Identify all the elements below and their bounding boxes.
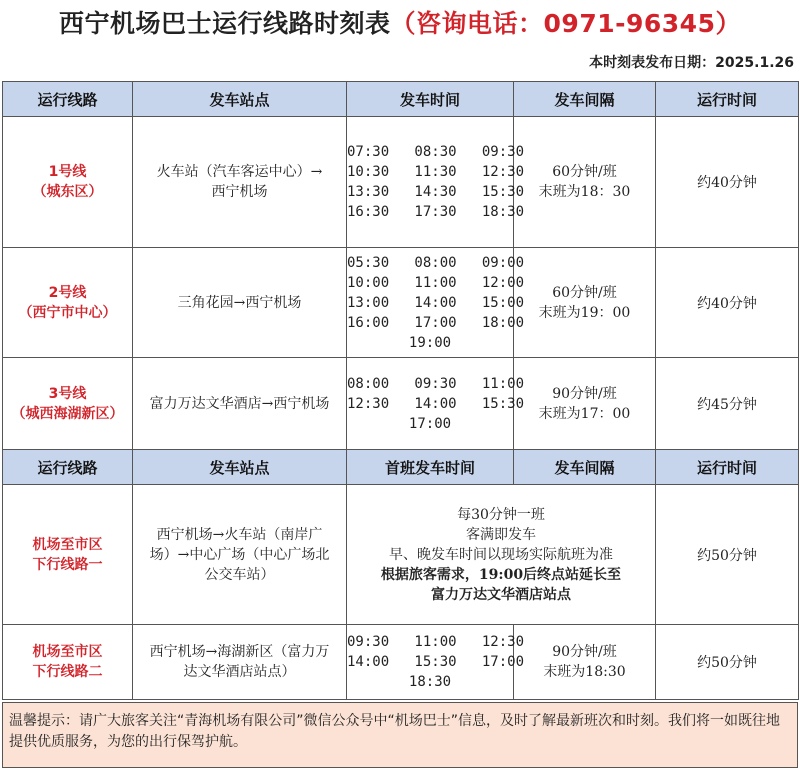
header-row (3, 450, 799, 485)
route-cell (3, 117, 133, 248)
duration-cell: 约40分钟 (656, 248, 799, 358)
station-cell (133, 117, 347, 248)
header-interval: 发车间隔 (514, 82, 656, 117)
station-text: 达文华酒店站点） (183, 664, 296, 680)
header-departure: 发车时间 (347, 82, 514, 117)
table-row (3, 625, 799, 700)
last-bus-text: 末班为18：30 (538, 184, 631, 200)
header-duration: 运行时间 (656, 82, 799, 117)
route-area: （城西海湖新区） (11, 405, 124, 422)
hotline-text: （咨询电话：0971-96345） (390, 9, 741, 38)
note-text: 每30分钟一班 (457, 506, 545, 523)
station-cell (133, 248, 347, 358)
notice-box: 温馨提示：请广大旅客关注“青海机场有限公司”微信公众号中“机场巴士”信息，及时了解最新班次和时刻。我们将一如既往地提供优质服务，为您的出行保驾护航。 (2, 702, 798, 768)
table-row (3, 358, 799, 450)
duration-cell: 约40分钟 (656, 117, 799, 248)
station-text: 三角花园→西宁机场 (177, 294, 302, 311)
note-text: 富力万达文华酒店站点 (431, 586, 571, 603)
header-row (3, 82, 799, 117)
interval-cell (514, 358, 656, 450)
interval-text: 90分钟/班 (552, 385, 617, 402)
interval-text: 60分钟/班 (552, 164, 617, 180)
page-title (0, 0, 800, 48)
route-cell (3, 358, 133, 450)
interval-cell (514, 117, 656, 248)
header-station: 发车站点 (133, 82, 347, 117)
station-cell (133, 625, 347, 700)
header-station: 发车站点 (133, 450, 347, 485)
station-text: 场）→中心广场（中心广场北 (149, 546, 330, 563)
station-text: 西宁机场 (211, 184, 268, 200)
route-area: 下行线路二 (32, 664, 103, 680)
times-cell: 09:30 11:00 12:30 14:00 15:30 17:00 18:30 (347, 625, 514, 700)
route-area: （城东区） (32, 184, 103, 200)
table-row (3, 248, 799, 358)
route-cell (3, 248, 133, 358)
interval-text: 90分钟/班 (552, 644, 617, 660)
duration-cell: 约50分钟 (656, 625, 799, 700)
station-text: 火车站（汽车客运中心）→ (156, 164, 323, 180)
route-cell (3, 625, 133, 700)
schedule-note-cell (347, 485, 656, 625)
last-bus-text: 末班为19：00 (538, 304, 631, 321)
interval-cell (514, 248, 656, 358)
route-area: （西宁市中心） (18, 304, 117, 321)
route-line: 3号线 (48, 385, 87, 402)
note-text: 早、晚发车时间以现场实际航班为准 (389, 546, 613, 563)
last-bus-text: 末班为18:30 (543, 664, 626, 680)
timetable (2, 81, 799, 700)
route-area: 下行线路一 (32, 556, 103, 573)
header-route: 运行线路 (3, 450, 133, 485)
times-cell: 07:30 08:30 09:30 10:30 11:30 12:30 13:30 14:30 15:30 16:30 17:30 18:30 (347, 117, 514, 248)
station-text: 富力万达文华酒店→西宁机场 (149, 395, 330, 412)
header-first-departure: 首班发车时间 (347, 450, 514, 485)
times-cell: 08:00 09:30 11:00 12:30 14:00 15:30 17:00 (347, 358, 514, 450)
note-text: 客满即发车 (466, 526, 536, 543)
route-line: 1号线 (48, 164, 87, 180)
title-main: 西宁机场巴士运行线路时刻表 (59, 9, 391, 38)
times-cell: 05:30 08:00 09:00 10:00 11:00 12:00 13:00 14:00 15:00 16:00 17:00 18:00 19:00 (347, 248, 514, 358)
interval-text: 60分钟/班 (552, 284, 617, 301)
route-line: 2号线 (48, 284, 87, 301)
station-cell (133, 358, 347, 450)
header-interval: 发车间隔 (514, 450, 656, 485)
station-text: 西宁机场→海湖新区（富力万 (149, 644, 330, 660)
table-row (3, 485, 799, 625)
duration-cell: 约45分钟 (656, 358, 799, 450)
header-route: 运行线路 (3, 82, 133, 117)
publish-date: 本时刻表发布日期：2025.1.26 (589, 55, 794, 71)
station-text: 西宁机场→火车站（南岸广 (156, 526, 323, 543)
duration-cell: 约50分钟 (656, 485, 799, 625)
route-line: 机场至市区 (32, 644, 103, 660)
interval-cell (514, 625, 656, 700)
station-text: 公交车站） (204, 566, 275, 583)
note-text: 根据旅客需求，19:00后终点站延长至 (380, 566, 622, 583)
station-cell (133, 485, 347, 625)
table-row (3, 117, 799, 248)
route-line: 机场至市区 (32, 536, 103, 553)
last-bus-text: 末班为17：00 (538, 405, 631, 422)
route-cell (3, 485, 133, 625)
header-duration: 运行时间 (656, 450, 799, 485)
